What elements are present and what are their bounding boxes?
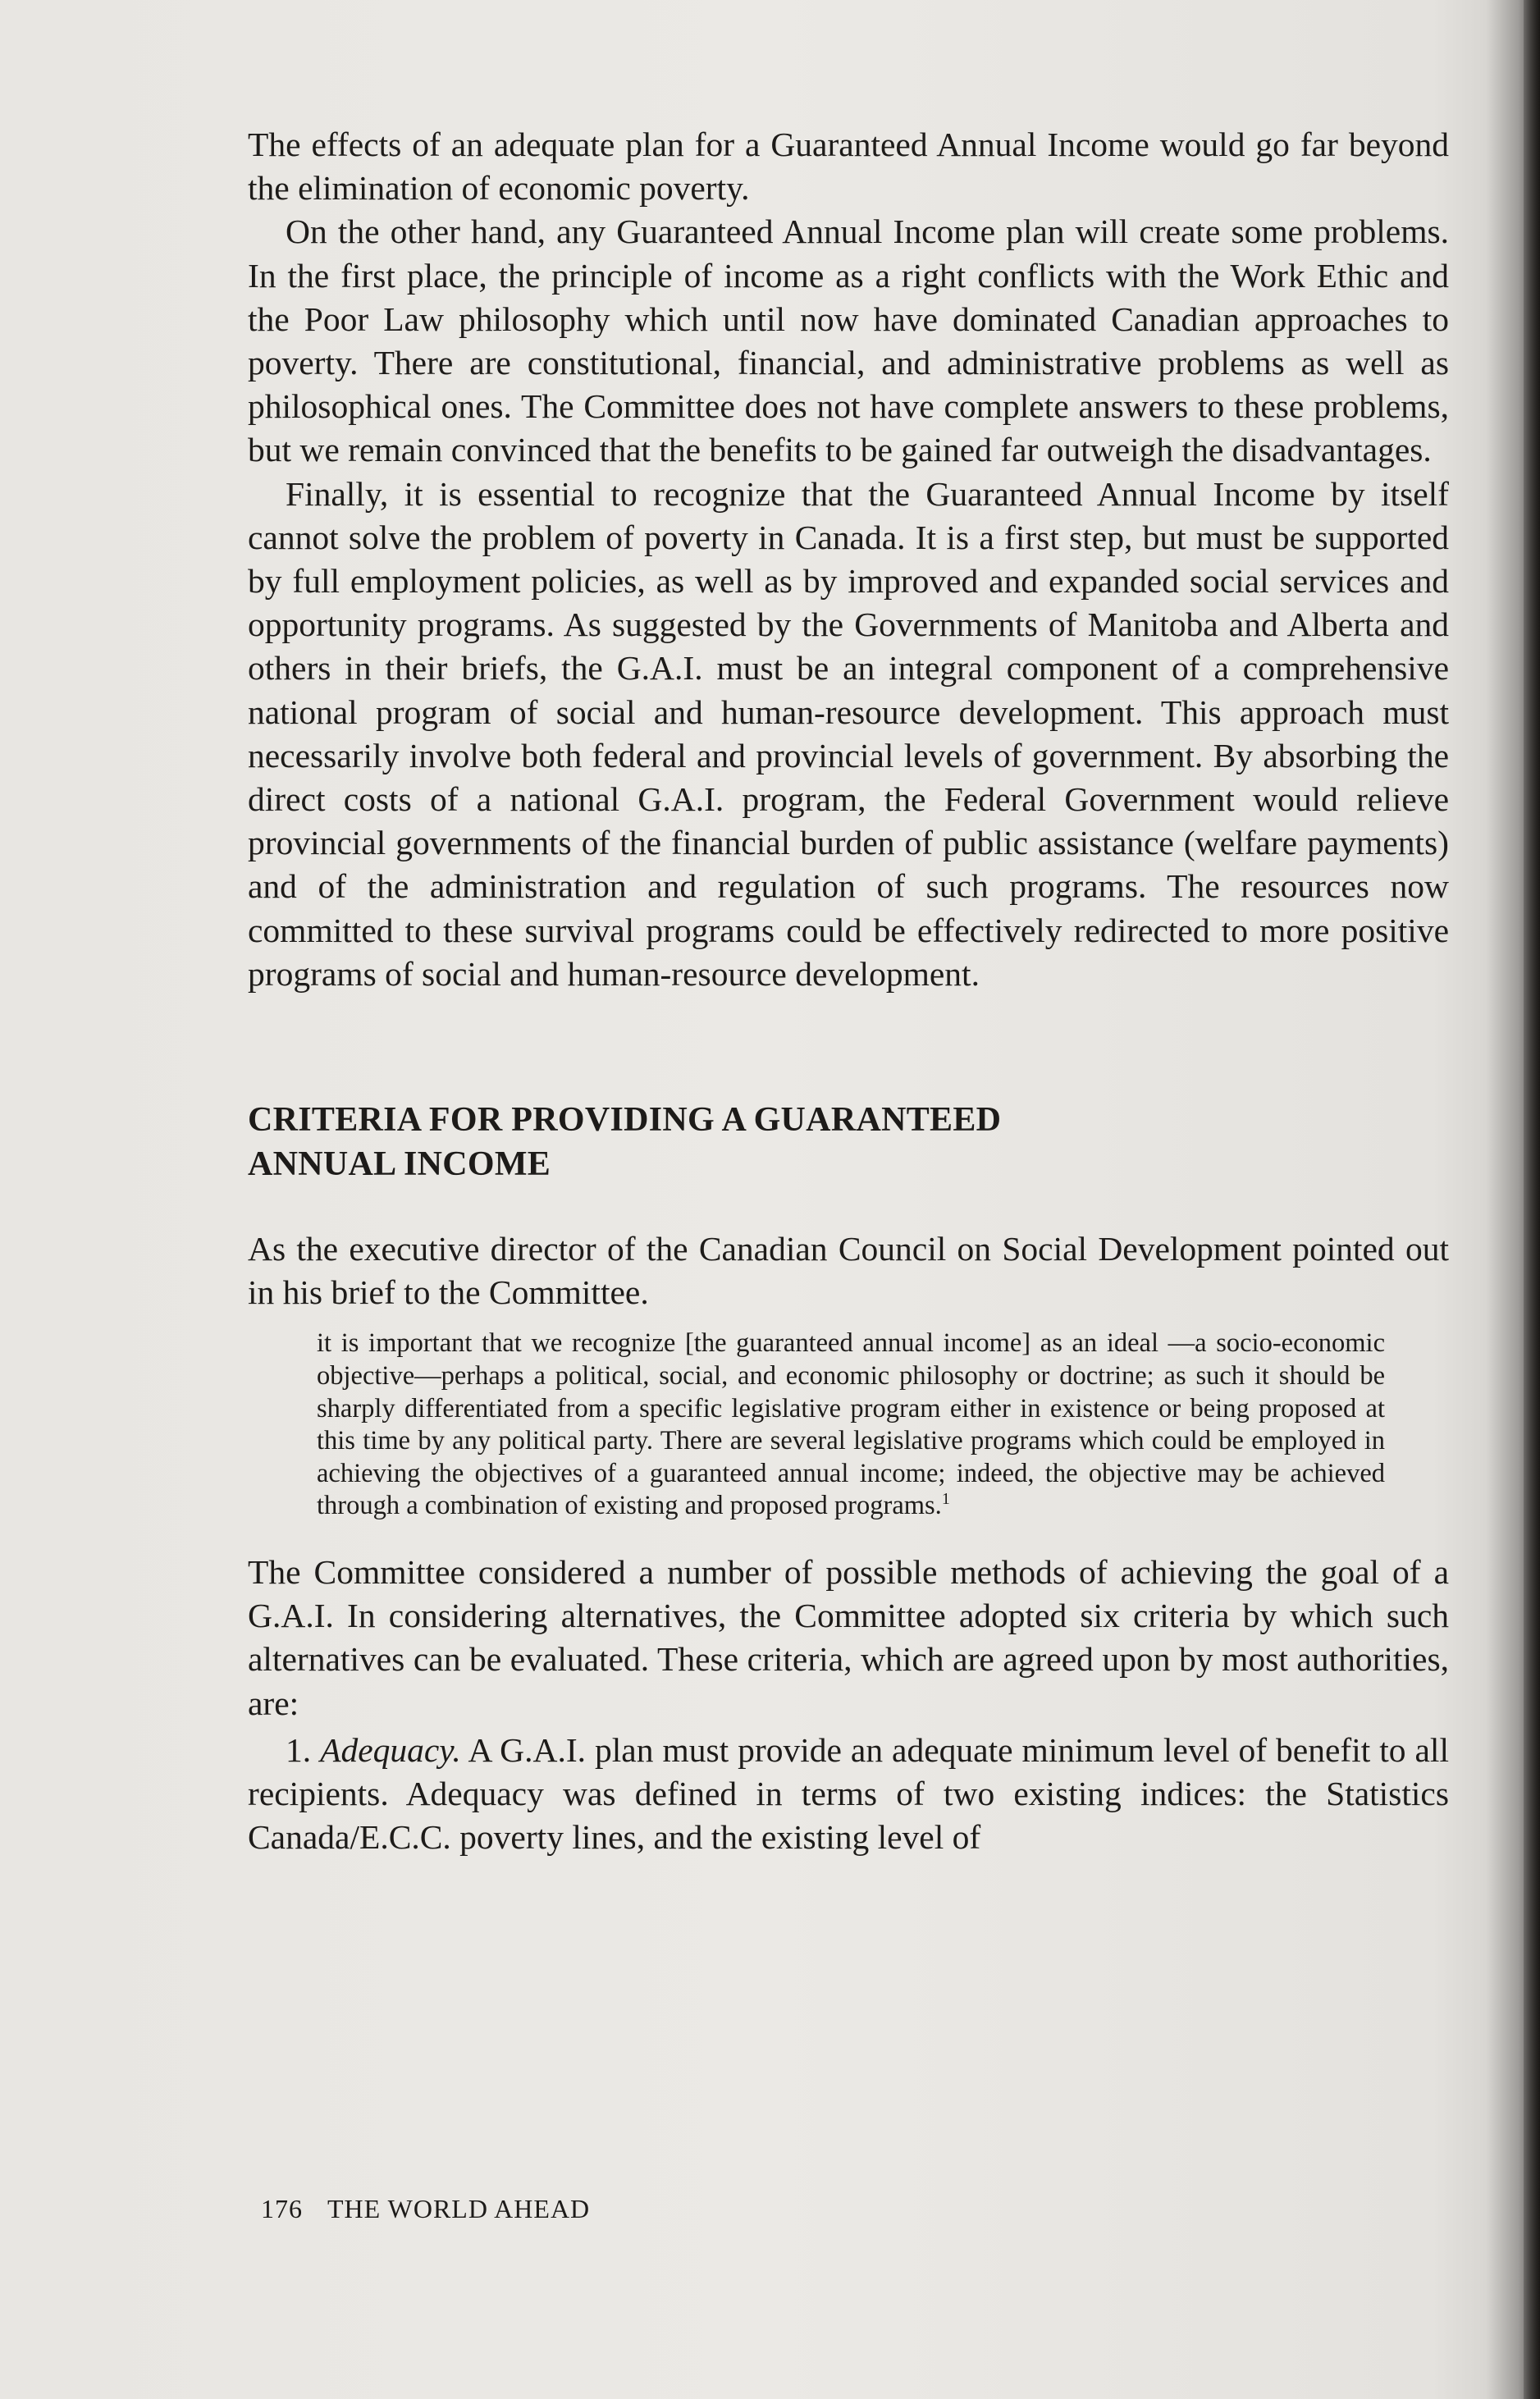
paragraph-methods: The Committee considered a number of possible methods of achieving the goal of a G.A.I. In considering alternatives, the Committee adopted six criteria by which such alternatives can be evaluated. These criteria, which are agreed upon by most authorities, are: (248, 1553, 1449, 1722)
running-title: THE WORLD AHEAD (327, 2194, 591, 2223)
list-number: 1. (286, 1730, 321, 1769)
footnote-marker: 1 (941, 1490, 950, 1509)
book-spine-shadow (1524, 0, 1540, 2399)
criterion-term: Adequacy. (320, 1730, 461, 1769)
paragraph-effects: The effects of an adequate plan for a Guaranteed Annual Income would go far beyond the elimination of economic poverty. (248, 126, 1449, 208)
criterion-text: A G.A.I. plan must provide an adequate minimum level of benefit to all recipients. Adequacy was defined in terms of two existing indices: the Statistics Canada/E.C.C. poverty lines, and the existing level of (248, 1730, 1449, 1857)
paragraph-executive-director: As the executive director of the Canadian Council on Social Development pointed out in his brief to the Committee. (248, 1230, 1449, 1312)
block-quote (317, 1327, 1385, 1523)
paragraph-finally: Finally, it is essential to recognize that the Guaranteed Annual Income by itself cannot solve the problem of poverty in Canada. It is a first step, but must be supported by full employment policies, as well as by improved and expanded social services and opportunity programs. As suggested by the Governments of Manitoba and Alberta and others in their briefs, the G.A.I. must be an integral component of a comprehensive national program of social and human-resource development. This approach must necessarily involve both federal and provincial levels of government. By absorbing the direct costs of a national G.A.I. program, the Federal Government would relieve provincial governments of the financial burden of public assistance (welfare payments) and of the administration and regulation of such programs. The resources now committed to these survival programs could be effectively redirected to more positive programs of social and human-resource development. (248, 474, 1449, 993)
paragraph-adequacy (248, 1729, 1449, 1860)
section-heading-line1: CRITERIA FOR PROVIDING A GUARANTEED (248, 1101, 1002, 1140)
section-heading-line2: ANNUAL INCOME (248, 1145, 551, 1184)
section-heading (248, 1098, 1150, 1186)
body-text (248, 123, 1449, 1859)
page-footer (261, 2192, 590, 2225)
block-quote-text: it is important that we recognize [the guaranteed annual income] as an ideal —a socio-economic objective—perhaps a political, social, and economic philosophy or doctrine; as such it should be sharply differentiated from a specific legislative program either in existence or being proposed at this time by any political party. There are several legislative programs which could be employed in achieving the objectives of a guaranteed annual income; indeed, the objective may be achieved through a combination of existing and proposed programs. (317, 1328, 1385, 1521)
page-number: 176 (261, 2194, 303, 2223)
paragraph-problems: On the other hand, any Guaranteed Annual Income plan will create some problems. In the first place, the principle of income as a right conflicts with the Work Ethic and the Poor Law philosophy which until now have dominated Canadian approaches to poverty. There are constitutional, financial, and administrative problems as well as philosophical ones. The Committee does not have complete answers to these problems, but we remain convinced that the benefits to be gained far outweigh the disadvantages. (248, 212, 1449, 469)
